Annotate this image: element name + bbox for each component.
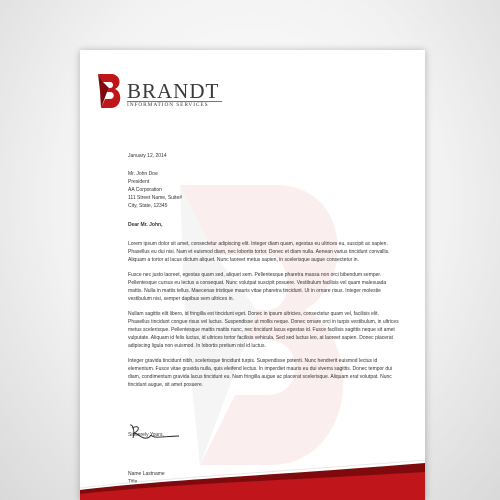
salutation: Dear Mr. John,: [128, 222, 163, 228]
recipient-city: City, State, 12345: [128, 202, 168, 209]
handwritten-signature: [127, 422, 182, 442]
brand-tagline: INFORMATION SERVICES: [127, 102, 209, 108]
body-paragraph: Integer gravida tincidunt nibh, scelerisque tincidunt turpis. Suspendisse potenti. Nunc hendrerit euismod lectus id elementum. Fusce vitae gravida nulla, quis eleifend lectus. In imperdiet mauris eu dui viverra sagittis. Donec tempor dui diam, condimentum gravida lacus tincidunt eu. Nam fringilla augue ac placerat scelerisque. Aliquam erat volutpat. Nunc tincidunt augue, sit amet posuere.: [128, 358, 393, 388]
signer-title: Title: [128, 478, 138, 485]
body-paragraph: Fusce nec justo laoreet, egestas quam sed, aliquet sem. Pellentesque pharetra massa non orci bibendum semper. Pellentesque cursus eu lectus a consequat. Nunc volutpat suscipit posuere. Vestibulum facilisis vel quam malesuada mattis. Nulla in mattis tellus. Maecenas tristique mauris vitae pharetra tincidunt. Ut in ornare risus. Integer molestie vestibulum nisi, semper dapibus sem ultrices in.: [128, 272, 387, 302]
body-paragraph: Nullam sagittis elit libero, id fringilla est tincidunt eget. Donec in ipsum ultricies, consectetur quam vel, facilisis elit. Phasellus tincidunt congue risus vel luctus. Suspendisse ut mollis neque. Donec ornare orci in turpis vestibulum, in ultrices metus scelerisque. Pellentesque mattis mattis nunc, nec tincidunt lacus egestas id. Fusce facilisis sagittis neque sit amet vulputate. Aliquam id felis luctus, id ultrices tortor facilisis vehicula. Sed sed luctus leo, at laoreet sapien. Donec placerat adipiscing ligula non euismod. In lobortis pretium nisl id luctus.: [128, 311, 399, 349]
recipient-street: 111 Street Name, Suite#: [128, 194, 183, 201]
body-paragraph: Lorem ipsum dolor sit amet, consectetur adipiscing elit. Integer diam quam, egestas eu ultrices eu, suscipit ac sapien. Phasellus eu dui nisi. Nam et euismod diam, nec lobortis tortor. Donec et diam nulla. Aenean varius tincidunt convallis. Aliquam a tortor at lacus dictum aliquet. Nunc laoreet metus sapien, in scelerisque augue consectetur in.: [128, 241, 390, 263]
letter-body: [128, 241, 400, 397]
letterhead-page: [80, 50, 425, 500]
brand-name: BRANDT: [127, 79, 220, 103]
company-logo: [96, 73, 296, 109]
brand-b-icon: [96, 73, 122, 109]
footer-wave-decoration: [80, 460, 425, 500]
recipient-name: Mr. John Doe: [128, 171, 158, 177]
recipient-title: President: [128, 178, 150, 185]
letter-date: January 12, 2014: [128, 153, 167, 159]
signer-name: Name Lastname: [128, 471, 165, 477]
recipient-address: [128, 171, 182, 211]
recipient-company: AA Corporation: [128, 186, 162, 193]
closing-text: Sincerely Yours,: [128, 432, 164, 438]
